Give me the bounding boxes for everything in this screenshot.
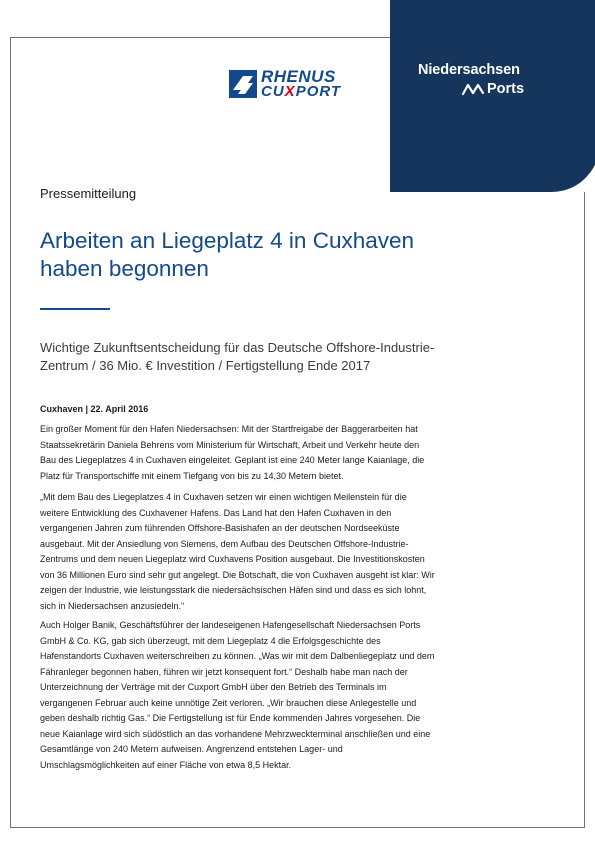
paragraph-line: von 36 Millionen Euro sind sehr gut angelegt. Die Botschaft, die von Cuxhaven ausgeht ist klar: Wir bbox=[40, 569, 435, 580]
title-rule bbox=[40, 308, 110, 310]
title-line-2: haben begonnen bbox=[40, 256, 209, 281]
paragraph-1 bbox=[40, 422, 510, 484]
paragraph-line: Staatssekretärin Daniela Behrens vom Ministerium für Wirtschaft, Arbeit und Verkehr heute den bbox=[40, 439, 420, 450]
subtitle-line-2: Zentrum / 36 Mio. € Investition / Fertigstellung Ende 2017 bbox=[40, 358, 371, 373]
cuxport-part-x: X bbox=[284, 83, 296, 100]
paragraph-line: neue Kaianlage wird sich südöstlich an das vorhandene Mehrzweckterminal anschließen und eine bbox=[40, 728, 431, 739]
niedersachsen-ports-logo bbox=[418, 61, 524, 98]
np-logo-line2 bbox=[461, 80, 524, 98]
paragraph-line: geben deshalb richtig Gas.“ Die Fertigstellung ist für Ende kommenden Jahres vorgesehen. Die bbox=[40, 713, 421, 723]
paragraph-line: weitere Entwicklung des Cuxhavener Hafens. Das Land hat den Hafen Cuxhaven in den bbox=[40, 507, 392, 518]
rhenus-stripes-icon bbox=[229, 70, 257, 98]
frame-top-line bbox=[10, 37, 390, 38]
cuxport-part-a: CU bbox=[261, 83, 285, 100]
paragraph-line: sich in Niedersachsen anzusiedeln.“ bbox=[40, 600, 185, 611]
paragraph-line: Hafenstandorts Cuxhaven weiterschreiben zu können. „Was wir mit dem Dalbenliegeplatz und dem bbox=[40, 651, 435, 661]
paragraph-line: GmbH & Co. KG, gab sich überzeugt, mit dem Liegeplatz 4 die Erfolgsgeschichte des bbox=[40, 635, 381, 646]
title-line-1: Arbeiten an Liegeplatz 4 in Cuxhaven bbox=[40, 228, 415, 253]
paragraph-line: Fähranleger begonnen haben, führen wir jetzt konsequent fort.“ Deshalb habe man nach der bbox=[40, 666, 408, 677]
wave-icon bbox=[461, 82, 485, 96]
subtitle-line-1: Wichtige Zukunftsentscheidung für das Deutsche Offshore-Industrie- bbox=[40, 340, 435, 355]
cuxport-part-b: PORT bbox=[295, 83, 342, 100]
frame-left-line bbox=[10, 37, 11, 828]
rhenus-cuxport-logo bbox=[229, 67, 369, 100]
paragraph-line: zeigen der Industrie, wie leistungsstark die niedersächsischen Häfen sind und dass es sich lohnt, bbox=[40, 585, 427, 595]
np-logo-ports: Ports bbox=[487, 81, 525, 97]
paragraph-line: „Mit dem Bau des Liegeplatzes 4 in Cuxhaven setzen wir einen wichtigen Meilenstein für die bbox=[40, 492, 407, 502]
paragraph-line: Platz für Transportschiffe mit einem Tiefgang von bis zu 14,30 Metern bietet. bbox=[40, 470, 344, 481]
paragraph-line: Zentrums und dem neuen Liegeplatz wird Cuxhavens Position ausgebaut. Die Investitionskosten bbox=[40, 554, 425, 564]
paragraph-line: Bau des Liegeplatzes 4 in Cuxhaven eingeleitet. Geplant ist eine 240 Meter lange Kaianlage, die bbox=[40, 455, 425, 465]
cuxport-wordmark bbox=[261, 84, 341, 100]
dateline: Cuxhaven | 22. April 2016 bbox=[40, 404, 149, 414]
document-title bbox=[40, 227, 480, 283]
paragraph-line: Auch Holger Banik, Geschäftsführer der landeseigenen Hafengesellschaft Niedersachsen Ports bbox=[40, 620, 421, 630]
paragraph-2 bbox=[40, 490, 510, 614]
np-logo-line1: Niedersachsen bbox=[418, 62, 520, 78]
rhenus-mark-icon bbox=[229, 70, 257, 98]
document-subtitle bbox=[40, 339, 500, 375]
paragraph-line: ausgebaut. Mit der Ansiedlung von Siemens, dem Aufbau des Deutschen Offshore-Industrie- bbox=[40, 538, 409, 549]
rhenus-wordmark: RHENUS bbox=[261, 67, 336, 86]
frame-bottom-line bbox=[10, 827, 585, 828]
paragraph-line: Unterzeichnung der Verträge mit der Cuxport GmbH über den Betrieb des Terminals im bbox=[40, 682, 387, 692]
paragraph-line: vergangenen Jahren zum führenden Offshore-Basishafen an der deutschen Nordseeküste bbox=[40, 523, 400, 533]
document-kicker: Pressemitteilung bbox=[40, 186, 137, 201]
paragraph-line: Gesamtlänge von 240 Metern aufweisen. Angrenzend entstehen Lager- und bbox=[40, 744, 343, 754]
paragraph-line: Ein großer Moment für den Hafen Niedersachsen: Mit der Startfreigabe der Baggerarbeiten hat bbox=[40, 424, 418, 434]
paragraph-line: vergangenen Februar auch keine unnötige Zeit verloren. „Wir brauchen diese Anlegestelle und bbox=[40, 697, 417, 708]
paragraph-line: Umschlagsmöglichkeiten auf einer Fläche von etwa 8,5 Hektar. bbox=[40, 759, 292, 770]
frame-right-line bbox=[584, 192, 585, 828]
paragraph-3 bbox=[40, 618, 510, 773]
